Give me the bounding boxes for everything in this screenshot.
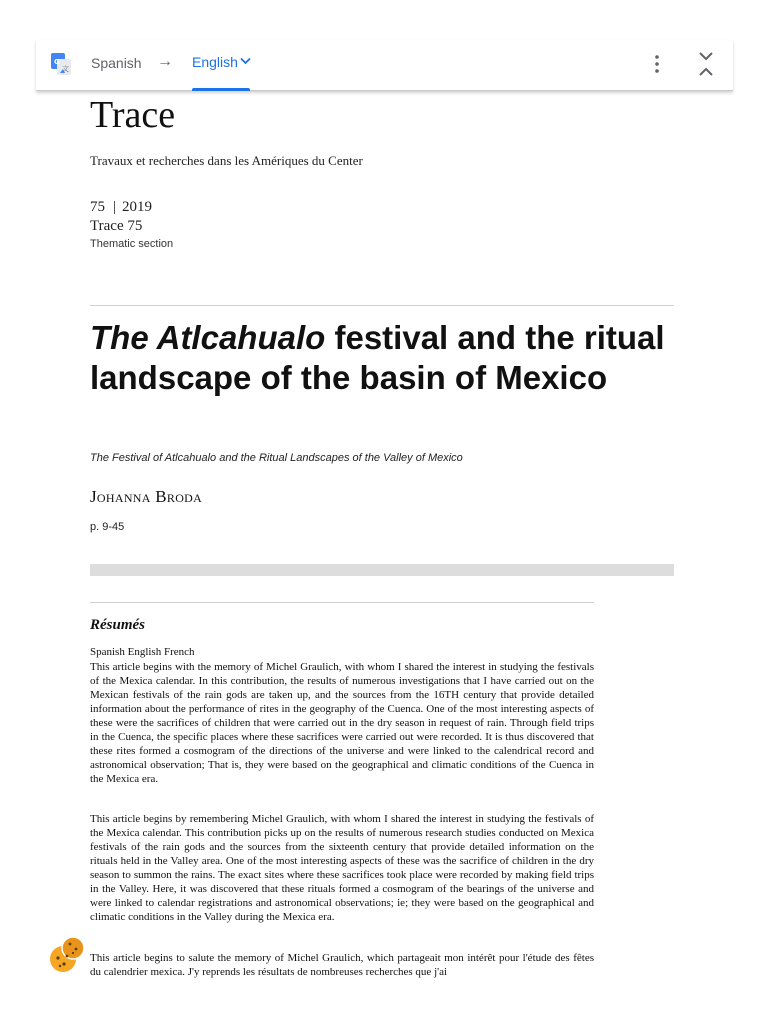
journal-subtitle: Travaux et recherches dans les Amériques du Center bbox=[90, 153, 363, 168]
article-subtitle: The Festival of Atlcahualo and the Ritual Landscapes of the Valley of Mexico bbox=[90, 452, 463, 464]
active-tab-indicator bbox=[192, 88, 250, 91]
abstracts-heading: Résumés bbox=[90, 617, 146, 633]
abstract-paragraph: This article begins by remembering Michel Graulich, with whom I shared the interest in studying the festivals of the Mexica calendar. This contribution picks up on the results of numerous research studies conducted on Mexica festivals of the rain gods and the sources from the sixteenth century that provide detailed information on the rituals held in the Valley area. One of the most interesting aspects of these was the sacrifice of children in the dry season to summon the rains. The exact sites where these sacrifices took place were recorded by making field trips in the Valley. Here, it was discovered that these rituals formed a cosmogram of the bearings of the universe and were linked to calendar registrations and astronomical observations; ie; they were based on the geographical and climatic conditions in the Valley during the Mexica era. bbox=[90, 813, 594, 923]
journal-title[interactable]: Trace bbox=[90, 94, 176, 136]
svg-text:G: G bbox=[54, 58, 60, 66]
page-range: p. 9-45 bbox=[90, 521, 125, 533]
divider bbox=[90, 602, 594, 603]
issue-separator: | bbox=[113, 199, 117, 215]
abstract-paragraph: This article begins with the memory of Michel Graulich, with whom I shared the interest in studying the festivals of the Mexica calendar. In this contribution, the results of numerous investigations that I have carried out on the Mexican festivals of the rain gods are taken up, and the sources from the 16TH century that provide detailed information about the performance of rites in the geography of the Cuenca. One of the most interesting aspects of these were the sacrifices of children that were carried out in the dry season in request of rain. Through field trips in the Cuenca, the specific places where these sacrifices were carried out were recorded. It is thus discovered that these rites formed a cosmogram of the directions of the universe and were linked to the calendrical record and astronomical observation; That is, they were based on the geographical and climatic conditions of the Cuenca in the Mexica era. bbox=[90, 661, 594, 785]
abstract-language-links bbox=[90, 646, 195, 659]
cookie-icon[interactable] bbox=[48, 934, 88, 974]
source-language[interactable]: Spanish bbox=[91, 55, 142, 71]
article-title-italic: The Atlcahualo bbox=[90, 319, 326, 356]
translate-bar bbox=[36, 40, 733, 91]
issue-name[interactable]: Trace 75 bbox=[90, 218, 143, 234]
article-title bbox=[90, 318, 674, 398]
divider bbox=[90, 305, 674, 306]
google-translate-icon bbox=[51, 53, 71, 75]
toolbar-placeholder bbox=[90, 564, 674, 576]
abstract-lang-french[interactable]: French bbox=[163, 646, 195, 658]
target-language-selector[interactable] bbox=[192, 40, 250, 90]
issue-number[interactable]: 75 bbox=[90, 199, 105, 215]
abstract-paragraph: This article begins to salute the memory of Michel Graulich, which partageait mon intérêt pour l'étude des fêtes du calendrier mexica. J'y reprends les résultats de nombreuses recherches que j'ai bbox=[90, 952, 594, 978]
arrow-right-icon: → bbox=[157, 53, 173, 70]
chevron-down-icon bbox=[240, 57, 251, 65]
abstract-lang-english[interactable]: English bbox=[127, 646, 162, 658]
section-label[interactable]: Thematic section bbox=[90, 238, 174, 250]
issue-line bbox=[90, 198, 152, 216]
abstract-lang-spanish[interactable]: Spanish bbox=[90, 646, 125, 658]
issue-year[interactable]: 2019 bbox=[122, 199, 153, 215]
article-title-rest: festival and the ritual landscape of the basin of Mexico bbox=[90, 319, 665, 396]
more-vert-icon[interactable] bbox=[648, 52, 666, 76]
author-name[interactable]: Johanna Broda bbox=[90, 487, 203, 506]
svg-text:文: 文 bbox=[62, 65, 69, 73]
target-language: English bbox=[192, 54, 238, 70]
collapse-icon[interactable] bbox=[696, 50, 716, 78]
